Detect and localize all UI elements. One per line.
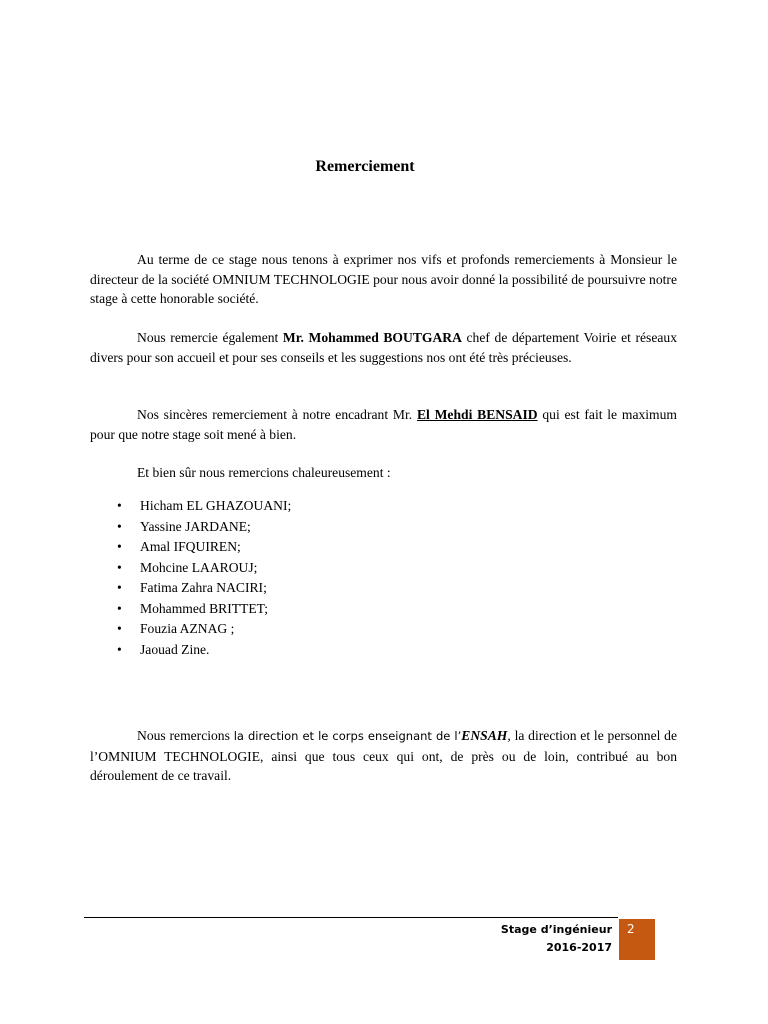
paragraph-text: Nous remercie également (137, 330, 283, 345)
paragraph-boutgara (90, 328, 677, 367)
list-item (117, 517, 291, 538)
list-item (117, 558, 291, 579)
paragraph-thanks-list-intro: Et bien sûr nous remercions chaleureusement : (137, 465, 391, 480)
bullet-icon: • (117, 600, 122, 616)
list-item (117, 640, 291, 661)
list-item-text: Amal IFQUIREN; (140, 539, 241, 554)
paragraph-closing (90, 726, 677, 786)
paragraph-text: la direction et le corps enseignant de l’ (233, 729, 462, 743)
paragraph-text: qui est fait le maximum pour que notre stage soit mené à bien. (90, 407, 678, 442)
paragraph-text: , la direction et le personnel de l’OMNIUM TECHNOLOGIE, ainsi que tous ceux qui ont, de près ou de loin, contribué au bon déroulement de ce travail. (90, 728, 678, 783)
footer-line-year: 2016-2017 (546, 941, 612, 954)
bullet-icon: • (117, 641, 122, 657)
person-name-bensaid: El Mehdi BENSAID (416, 407, 538, 422)
list-item (117, 496, 291, 517)
names-list (117, 496, 291, 660)
school-name: ENSAH (461, 728, 508, 743)
footer-divider (84, 917, 618, 918)
list-item-text: Fatima Zahra NACIRI; (140, 580, 267, 595)
paragraph-text: Nous remercions (137, 728, 234, 743)
list-item-text: Yassine JARDANE; (140, 518, 251, 534)
bullet-icon: • (117, 621, 122, 636)
footer-line-stage: Stage d’ingénieur (500, 923, 612, 936)
bullet-icon: • (117, 518, 122, 534)
list-item-text: Jaouad Zine. (140, 641, 210, 657)
bullet-icon: • (117, 559, 122, 575)
list-item (117, 599, 291, 620)
footer-label (460, 921, 612, 957)
paragraph-text: Nos sincères remerciement à notre encadrant Mr. (137, 407, 417, 422)
bullet-icon: • (117, 580, 122, 595)
page-number-badge (619, 919, 655, 960)
bullet-icon: • (117, 498, 122, 513)
list-item (117, 619, 291, 640)
paragraph-text: chef de département Voirie et réseaux divers pour son accueil et pour ses conseils et les suggestions nos ont été très précieuses. (90, 330, 677, 365)
paragraph-bensaid (90, 405, 677, 444)
list-item (117, 578, 291, 599)
page-title: Remerciement (315, 158, 415, 175)
list-item-text: Fouzia AZNAG ; (140, 621, 235, 636)
list-item (117, 537, 291, 558)
page-number: 2 (627, 922, 635, 936)
person-name-boutgara: Mr. Mohammed BOUTGARA (282, 330, 462, 345)
list-item-text: Mohcine LAAROUJ; (140, 559, 258, 575)
list-item-text: Hicham EL GHAZOUANI; (140, 498, 292, 513)
paragraph-intro: Au terme de ce stage nous tenons à exprimer nos vifs et profonds remerciements à Monsieur le directeur de la société OMNIUM TECHNOLOGIE pour nous avoir donné la possibilité de poursuivre notre stage à cette honorable société. (90, 252, 677, 306)
list-item-text: Mohammed BRITTET; (140, 600, 268, 616)
bullet-icon: • (117, 539, 122, 554)
